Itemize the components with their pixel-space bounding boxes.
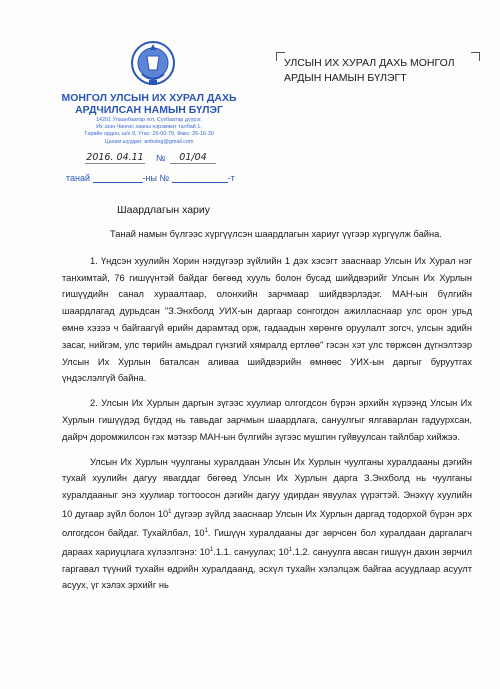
letter-number: 01/04 xyxy=(170,152,216,164)
paragraph-3: Улсын Их Хурлын чуулганы хуралдаан Улсын Их Хурлын чуулганы хуралдааны дэгийн тухай хуулийн дагуу явагддаг бөгөөд Улсын Их Хурлын дарга З.Энхболд нь чуулганы хуралдааныг энэ хуулиар тогтоосон дэгийн дагуу удирдан явуулах үүрэгтэй. Энэхүү хуулийн 10 дугаар зүйл болон $10^1$ дүгээр зүйлд зааснаар Улсын Их Хурлын даргад тодорхой бүрэн эрх олгогдсон байдаг. Тухайлбал, $10^1$. Гишүүн хуралдааны дэг зөрчсөн бол хуралдаан даргалагч дараах хариуцлага хүлээлгэнэ: $10^1.1.1$. сануулах; $10^1.1.2$. сануулга авсан гишүүн дахин зөрчил гаргавал түүний тухайн өдрийн хуралдаанд, эсхүл тухайн хэлэлцэж байгаа асуудлаар асуулт асуух, үг хэлэх эрхийг нь xyxy=(62,456,472,591)
addressee-line-1: УЛСЫН ИХ ХУРАЛ ДАХЬ МОНГОЛ xyxy=(284,57,455,69)
letter-subject: Шаардлагын хариу xyxy=(117,204,211,216)
intro-paragraph: Танай намын бүлгээс хүргүүлсэн шаардлагын хариуг үүгээр хүргүүлж байна. xyxy=(110,229,442,239)
number-label: № xyxy=(156,153,166,163)
state-emblem-icon xyxy=(130,36,176,90)
addressee-block xyxy=(284,56,474,86)
paragraph-2: 2. Улсын Их Хурлын даргын зүгээс хуулиар олгогдсон бүрэн эрхийн хүрээнд Улсын Их Хурлын гишүүдэд бүгдэд нь тавьдаг зарчмын шаардлага, сануулгыг ялгаварлан гадуурхсан, дайрч доромжилсон гэх мэтээр МАН-ын бүлгийн зүгээс мушгин гуйвуулсан тайлбар хийжээ. xyxy=(62,398,472,442)
organization-address: 14201 Улаанбаатар хот, Сүхбаатар дүүрэг, Их эзэн Чингис хааны нэрэмжит талбай 1, Төрийн ордон, ш/х 9, Утас: 26-00-79, Факс: 26-16-30 Цахим шуудан: anbuleg@gmail.com xyxy=(84,117,214,145)
organization-title: МОНГОЛ УЛСЫН ИХ ХУРАЛ ДАХЬ АРДЧИЛСАН НАМЫН БҮЛЭГ xyxy=(61,92,237,116)
addressee-line-2: АРДЫН НАМЫН БҮЛЭГТ xyxy=(284,72,407,84)
paragraph-1: 1. Үндсэн хуулийн Хорин нэгдүгээр зүйлийн 1 дэх хэсэгт зааснаар Улсын Их Хурал нэг танхимтай, 76 гишүүнтэй байдаг бөгөөд хууль болон бусад шийдвэрийг Улсын Их Хурлын гишүүдийн санал хураалтаар, олонхийн зарчмаар шийдвэрлэдэг. МАН-ын бүлгийн шаардлагад дурьдсан "З.Энхболд УИХ-ын даргаар сонгогдон ажилласнаар улс орон урьд өмнө хэзээ ч байгаагүй өрийн дарамтад орж, гадаадын хөрөнгө оруулалт зогсч, улсын эдийн засаг, нийгэм, улс төрийн амьдрал гүнзгий хямралд ертлөө" гэсэн хэт улс төржсөн дүгнэлтээр Улсын Их Хурлын баталсан аливаа шийдвэрийн өмнөөс УИХ-ын даргыг буруутгах үндэслэлгүй байна. xyxy=(62,255,472,384)
letter-body xyxy=(62,226,472,602)
letter-date: 2016. 04.11 xyxy=(86,152,144,163)
reference-line: танай -ны № -т xyxy=(66,173,235,183)
